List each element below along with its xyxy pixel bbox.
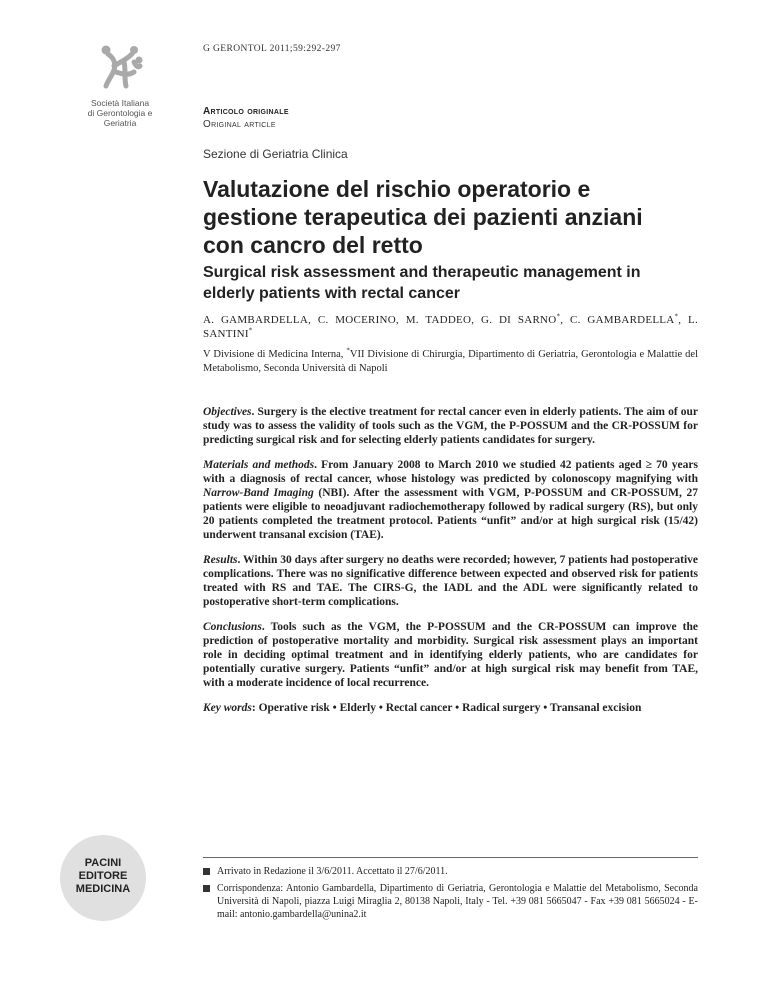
- abstract-methods: [203, 458, 698, 542]
- authors-text: , L. SANTINI: [203, 314, 698, 340]
- author-marker: *: [556, 312, 561, 321]
- abstract-objectives: [203, 405, 698, 447]
- article-type-italian: Articolo originale: [203, 106, 289, 117]
- publisher-line: MEDICINA: [75, 883, 131, 895]
- society-name-line: di Gerontologia e: [87, 108, 153, 118]
- author-marker: *: [674, 312, 679, 321]
- publisher-name: [60, 857, 146, 896]
- authors: [203, 313, 698, 341]
- authors-text: , C. GAMBARDELLA: [560, 314, 675, 326]
- footnotes: [203, 865, 698, 925]
- abstract-text: (NBI). After the assessment with VGM, P-POSSUM and CR-POSSUM, 27 patients were eligible to neoadjuvant radiochemotherapy followed by radical surgery (RS), but only 20 patients completed the treatment protocol. Patients “unfit” and/or at high surgical risk (15/42) underwent transanal excision (TAE).: [203, 487, 698, 541]
- abstract-text: . Surgery is the elective treatment for rectal cancer even in elderly patients. The aim of our study was to assess the validity of tools such as the VGM, the P-POSSUM and the CR-POSSUM for predicting surgical risk and for selecting elderly patients candidates for surgery.: [203, 406, 698, 446]
- author-marker: *: [248, 326, 253, 335]
- title-italian: Valutazione del rischio operatorio e gestione terapeutica dei pazienti anziani con cancro del retto: [203, 176, 643, 258]
- abstract-italic-term: Narrow-Band Imaging: [203, 487, 314, 499]
- society-name-line: Società Italiana: [90, 98, 150, 108]
- section-name: Sezione di Geriatria Clinica: [203, 147, 348, 161]
- society-name-line: Geriatria: [103, 118, 137, 128]
- authors-text: A. GAMBARDELLA, C. MOCERINO, M. TADDEO, G. DI SARNO: [203, 314, 557, 326]
- society-name: [80, 98, 160, 128]
- footnote-text: Arrivato in Redazione il 3/6/2011. Accettato il 27/6/2011.: [217, 866, 448, 877]
- society-logo: [80, 42, 160, 128]
- article-type-english: Original article: [203, 119, 276, 130]
- abstract-text: : Operative risk • Elderly • Rectal cancer • Radical surgery • Transanal excision: [251, 702, 642, 714]
- abstract: [203, 405, 698, 726]
- affiliation-marker: *: [346, 346, 350, 355]
- abstract-conclusions: [203, 620, 698, 690]
- abstract-heading: Materials and methods: [203, 459, 315, 471]
- publisher-line: EDITORE: [78, 870, 128, 882]
- publisher-line: PACINI: [84, 857, 122, 869]
- abstract-text: . From January 2008 to March 2010 we studied 42 patients aged ≥ 70 years with a diagnosis of rectal cancer, whose histology was predicted by colonoscopy magnifying with: [203, 459, 698, 485]
- affiliation-text: V Divisione di Medicina Interna,: [203, 349, 347, 360]
- abstract-heading: Results: [203, 554, 238, 566]
- title-english: Surgical risk assessment and therapeutic management in elderly patients with rectal cancer: [203, 264, 641, 302]
- abstract-heading: Conclusions: [203, 621, 262, 633]
- footnote-received: [203, 865, 698, 878]
- footnote-correspondence: [203, 882, 698, 921]
- abstract-text: . Within 30 days after surgery no deaths were recorded; however, 7 patients had postoperative complications. There was no significative difference between expected and observed risk for patients treated with RS and TAE. The CIRS-G, the IADL and the ADL were significantly related to postoperative short-term complications.: [203, 554, 698, 608]
- journal-reference: G GERONTOL 2011;59:292-297: [203, 44, 341, 54]
- square-bullet-icon: [203, 885, 210, 892]
- affiliation: [203, 348, 698, 376]
- affiliation-text: VII Divisione di Chirurgia, Dipartimento di Geriatria, Gerontologia e Malattie del Metabolismo, Seconda Università di Napoli: [203, 349, 698, 374]
- abstract-keywords: [203, 701, 698, 715]
- abstract-heading: Key words: [203, 702, 252, 714]
- abstract-heading: Objectives: [203, 406, 252, 418]
- abstract-results: [203, 553, 698, 609]
- footer-divider: [203, 857, 698, 858]
- abstract-text: . Tools such as the VGM, the P-POSSUM and the CR-POSSUM can improve the prediction of postoperative mortality and morbidity. Surgical risk assessment plays an important role in deciding optimal treatment and in identifying elderly patients, who are candidates for potentially curative surgery. Patients “unfit” and/or at high surgical risk may benefit from TAE, with a moderate incidence of local recurrence.: [203, 621, 698, 689]
- publisher-badge: [60, 835, 146, 921]
- society-figure-logo-icon: [80, 42, 160, 94]
- article-type: [203, 106, 289, 130]
- square-bullet-icon: [203, 868, 210, 875]
- footnote-text: Corrispondenza: Antonio Gambardella, Dipartimento di Geriatria, Gerontologia e Malattie del Metabolismo, Seconda Università di Napoli, piazza Luigi Miraglia 2, 80138 Napoli, Italy - Tel. +39 081 5665047 - Fax +39 081 5665024 - E-mail: antonio.gambardella@unina2.it: [217, 883, 698, 920]
